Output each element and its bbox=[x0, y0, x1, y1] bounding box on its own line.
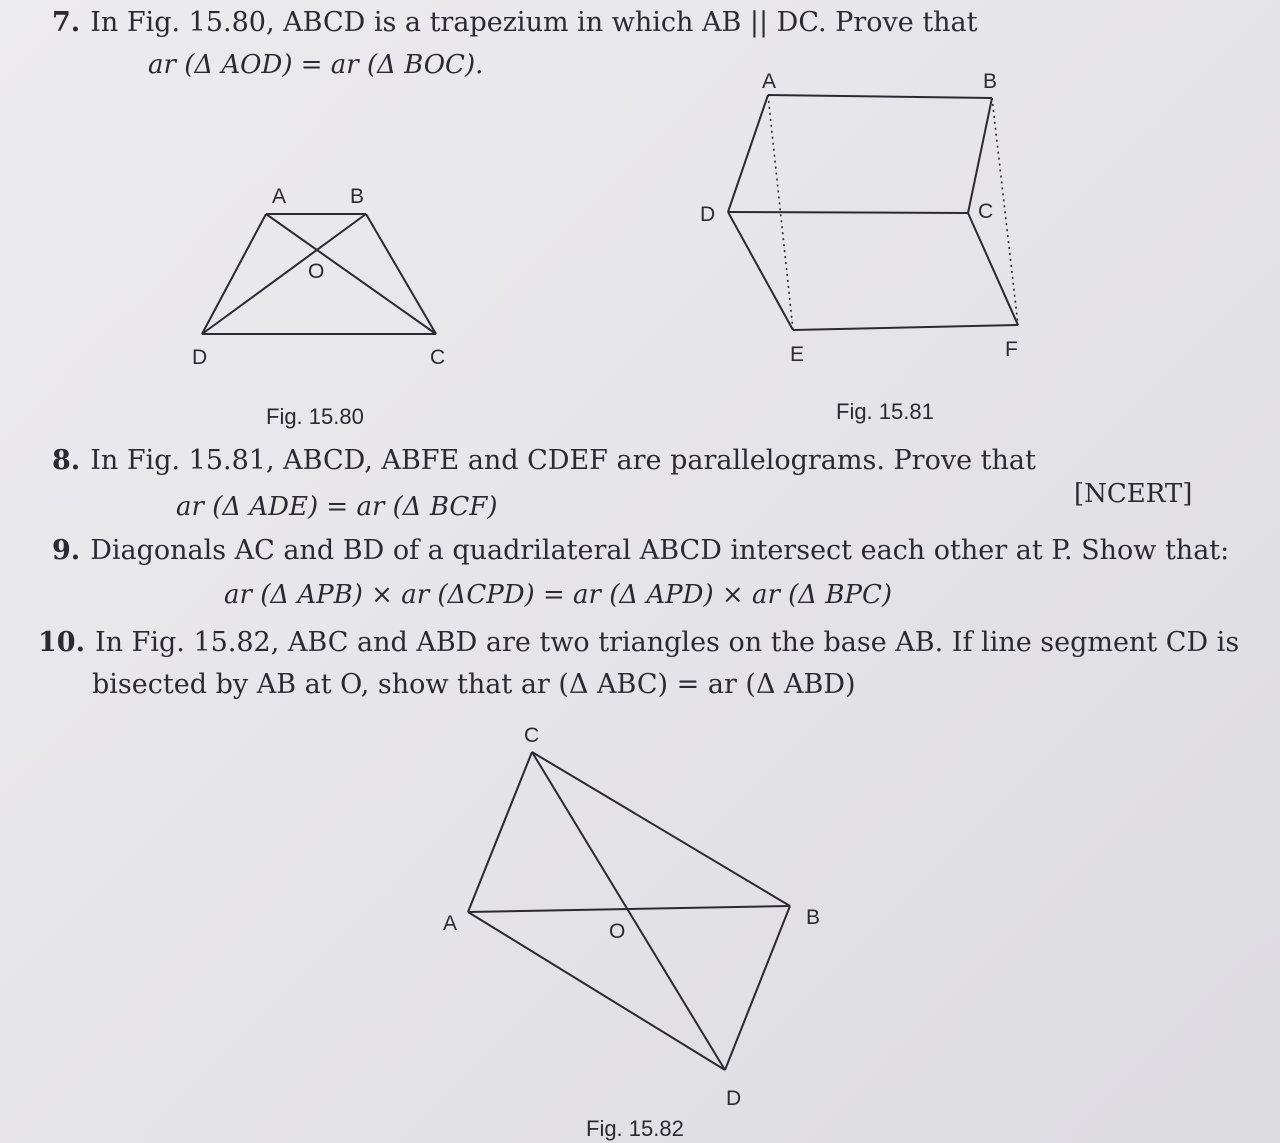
segment-ad bbox=[202, 214, 266, 334]
label-e: E bbox=[790, 343, 805, 366]
label-a: A bbox=[762, 70, 777, 93]
figure-15-81 bbox=[700, 70, 1018, 366]
label-a: A bbox=[443, 912, 458, 935]
question-number: 8. bbox=[52, 445, 81, 476]
label-b: B bbox=[806, 906, 821, 929]
figure-15-81-caption: Fig. 15.81 bbox=[836, 399, 934, 424]
ncert-tag: [NCERT] bbox=[1074, 479, 1193, 509]
segment-ca bbox=[468, 752, 532, 912]
question-text: In Fig. 15.82, ABC and ABD are two triangles on the base AB. If line segment CD is bbox=[94, 627, 1240, 658]
question-7-formula: ar (Δ AOD) = ar (Δ BOC). bbox=[148, 50, 484, 80]
question-10-line-2: bisected by AB at O, show that ar (Δ ABC) = ar (Δ ABD) bbox=[92, 669, 856, 700]
segment-cf bbox=[968, 213, 1018, 325]
segment-bc bbox=[968, 98, 992, 213]
question-number: 9. bbox=[52, 535, 81, 566]
question-8-formula: ar (Δ ADE) = ar (Δ BCF) bbox=[176, 492, 498, 522]
label-o: O bbox=[308, 260, 325, 283]
question-text: Diagonals AC and BD of a quadrilateral ABCD intersect each other at P. Show that: bbox=[90, 535, 1230, 566]
label-b: B bbox=[350, 185, 365, 208]
segment-ad bbox=[468, 912, 725, 1070]
segment-cb bbox=[532, 752, 790, 906]
question-10 bbox=[38, 626, 1239, 660]
label-c: C bbox=[978, 200, 994, 223]
figure-15-80-caption: Fig. 15.80 bbox=[266, 404, 364, 429]
segment-bd bbox=[725, 906, 790, 1070]
label-o: O bbox=[609, 920, 626, 943]
label-d: D bbox=[726, 1087, 742, 1110]
figure-15-82-caption: Fig. 15.82 bbox=[586, 1116, 684, 1141]
segment-ef bbox=[793, 325, 1018, 330]
question-number: 10. bbox=[38, 627, 85, 658]
label-d: D bbox=[700, 203, 716, 226]
dotted-segment-bf bbox=[992, 98, 1018, 325]
segment-ab bbox=[768, 95, 992, 98]
label-d: D bbox=[192, 346, 208, 369]
label-c: C bbox=[524, 724, 540, 747]
diagonal-ac bbox=[266, 214, 436, 334]
figure-15-80 bbox=[192, 185, 445, 369]
segment-dc bbox=[728, 212, 968, 213]
question-number: 7. bbox=[52, 7, 81, 38]
segment-ad bbox=[728, 95, 768, 212]
figure-15-82 bbox=[443, 724, 820, 1110]
segment-de bbox=[728, 212, 793, 330]
label-f: F bbox=[1005, 338, 1018, 361]
label-b: B bbox=[983, 70, 998, 93]
label-a: A bbox=[272, 185, 287, 208]
question-text: In Fig. 15.81, ABCD, ABFE and CDEF are parallelograms. Prove that bbox=[90, 445, 1036, 476]
question-9 bbox=[52, 534, 1229, 568]
question-8 bbox=[52, 444, 1036, 478]
question-text: In Fig. 15.80, ABCD is a trapezium in which AB || DC. Prove that bbox=[90, 7, 978, 38]
segment-bc bbox=[366, 214, 436, 334]
question-9-formula: ar (Δ APB) × ar (ΔCPD) = ar (Δ APD) × ar (Δ BPC) bbox=[224, 580, 892, 610]
label-c: C bbox=[430, 346, 446, 369]
diagonal-bd bbox=[202, 214, 366, 334]
